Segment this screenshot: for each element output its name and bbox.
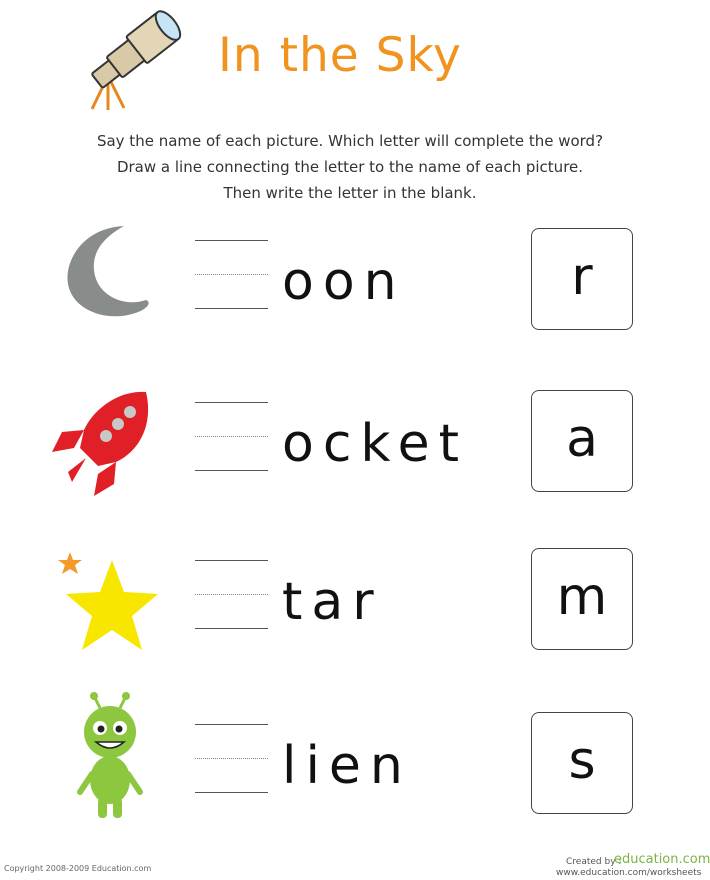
page-title: In the Sky (218, 28, 462, 83)
letter-choice-box[interactable] (531, 390, 633, 492)
answer-blank[interactable] (195, 308, 268, 309)
blank-line-top (195, 724, 268, 725)
copyright-text: Copyright 2008-2009 Education.com (4, 864, 152, 873)
letter-choice: a (566, 409, 598, 469)
brand-logo: education.com (614, 852, 710, 867)
word-fragment: tar (282, 572, 383, 632)
letter-choice: m (556, 567, 608, 627)
created-by-label: Created by : (566, 857, 622, 867)
blank-line-top (195, 240, 268, 241)
instruction-line: Say the name of each picture. Which letter will complete the word? (96, 132, 604, 150)
instruction-line: Then write the letter in the blank. (223, 184, 477, 202)
telescope-icon (78, 4, 198, 114)
blank-line-middle (195, 594, 268, 595)
answer-blank[interactable] (195, 470, 268, 471)
letter-choice-box[interactable] (531, 228, 633, 330)
instructions (40, 128, 660, 206)
footer-url[interactable]: www.education.com/worksheets (556, 868, 702, 878)
blank-line-top (195, 402, 268, 403)
blank-line-top (195, 560, 268, 561)
letter-choice-box[interactable] (531, 548, 633, 650)
word-row-rocket (0, 402, 698, 512)
moon-icon (62, 222, 154, 322)
star-icon (52, 550, 164, 660)
word-row-alien (0, 724, 698, 834)
word-row-moon (0, 240, 698, 350)
blank-line-middle (195, 436, 268, 437)
blank-line-middle (195, 274, 268, 275)
word-row-star (0, 560, 698, 670)
answer-blank[interactable] (195, 628, 268, 629)
word-fragment: ocket (282, 414, 469, 474)
word-fragment: lien (282, 736, 412, 796)
letter-choice: s (568, 731, 596, 791)
answer-blank[interactable] (195, 792, 268, 793)
word-fragment: oon (282, 252, 406, 312)
blank-line-middle (195, 758, 268, 759)
letter-choice: r (571, 247, 593, 307)
letter-choice-box[interactable] (531, 712, 633, 814)
rocket-icon (50, 386, 160, 498)
alien-icon (74, 692, 146, 824)
instruction-line: Draw a line connecting the letter to the name of each picture. (116, 158, 584, 176)
